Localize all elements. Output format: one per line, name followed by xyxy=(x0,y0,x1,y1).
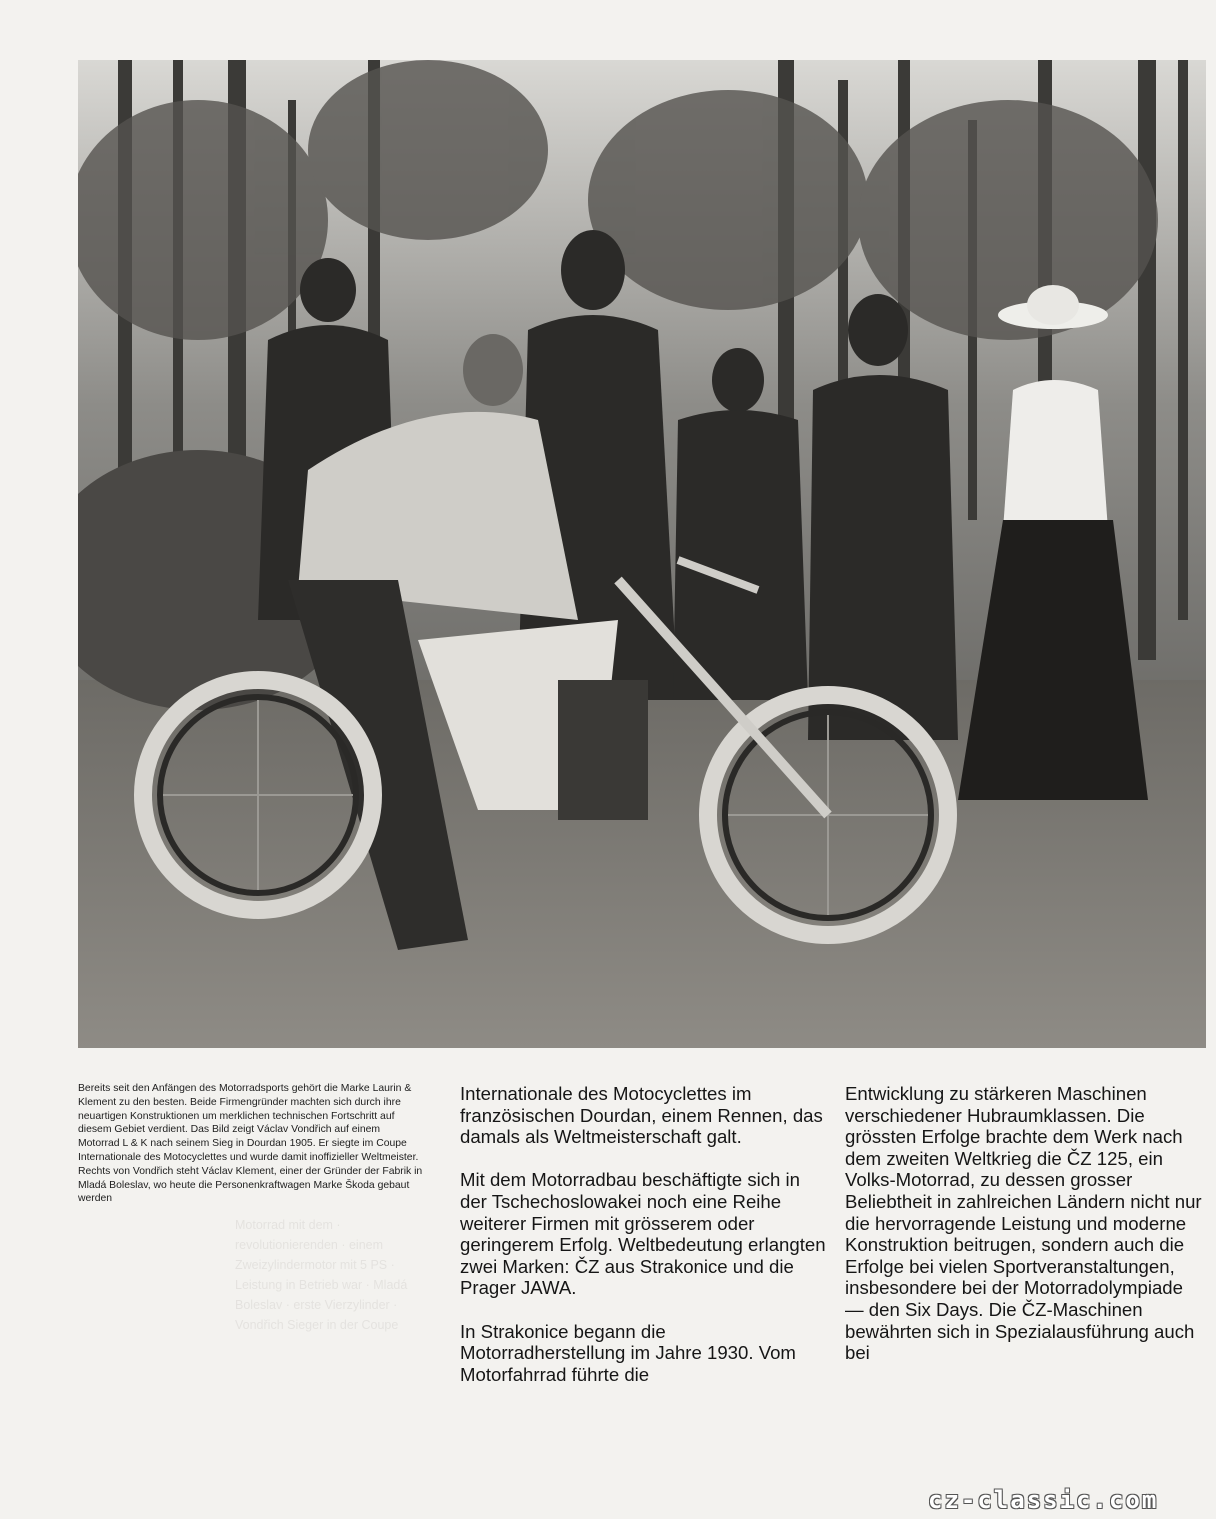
text-column-middle xyxy=(460,1083,830,1407)
show-through-text: Motorrad mit dem · revolutionierenden · einem Zweizylindermotor mit 5 PS · Leistung in Betrieb war · Mladá Boleslav · erste Vierzylinder · Vondřich Sieger in der Coupe xyxy=(235,1218,408,1332)
historic-motorcycle-photo xyxy=(78,60,1206,1048)
site-watermark: cz-classic.com xyxy=(928,1486,1159,1514)
paragraph: Entwicklung zu stärkeren Maschinen verschiedener Hubraumklassen. Die grössten Erfolge brachte dem Werk nach dem zweiten Weltkrieg die ČZ 125, ein Volks-Motorrad, zu dessen grosser Beliebtheit in zahlreichen Ländern nicht nur die hervorragende Leistung und moderne Konstruktion beitrugen, sondern auch die Erfolge bei vielen Sportveranstaltungen, insbesondere bei der Motorradolympiade — den Six Days. Die ČZ-Maschinen bewährten sich in Spezialausführung auch bei xyxy=(845,1083,1202,1364)
paragraph: Mit dem Motorradbau beschäftigte sich in der Tschechoslowakei noch eine Reihe weiterer Firmen mit grösserem oder geringerem Erfolg. Weltbedeutung erlangten zwei Marken: ČZ aus Strakonice und die Prager JAWA. xyxy=(460,1169,826,1299)
text-column-right xyxy=(845,1083,1205,1385)
photo-illustration xyxy=(78,60,1206,1048)
paragraph: Internationale des Motocyclettes im französischen Dourdan, einem Rennen, das damals als Weltmeisterschaft galt. xyxy=(460,1083,823,1148)
paragraph: In Strakonice begann die Motorradherstellung im Jahre 1930. Vom Motorfahrrad führte die xyxy=(460,1320,796,1385)
photo-caption: Bereits seit den Anfängen des Motorradsports gehört die Marke Laurin & Klement zu den besten. Beide Firmengründer machten sich durch ihre neuartigen Konstruktionen um merklichen technischen Fortschritt auf diesem Gebiet verdient. Das Bild zeigt Václav Vondřich auf einem Motorrad L & K nach seinem Sieg in Dourdan 1905. Er siegte im Coupe Internationale des Motocyclettes und wurde damit inoffizieller Weltmeister. Rechts von Vondřich steht Václav Klement, einer der Gründer der Fabrik in Mladá Boleslav, wo heute die Personenkraftwagen Marke Škoda gebaut werden xyxy=(78,1083,423,1205)
